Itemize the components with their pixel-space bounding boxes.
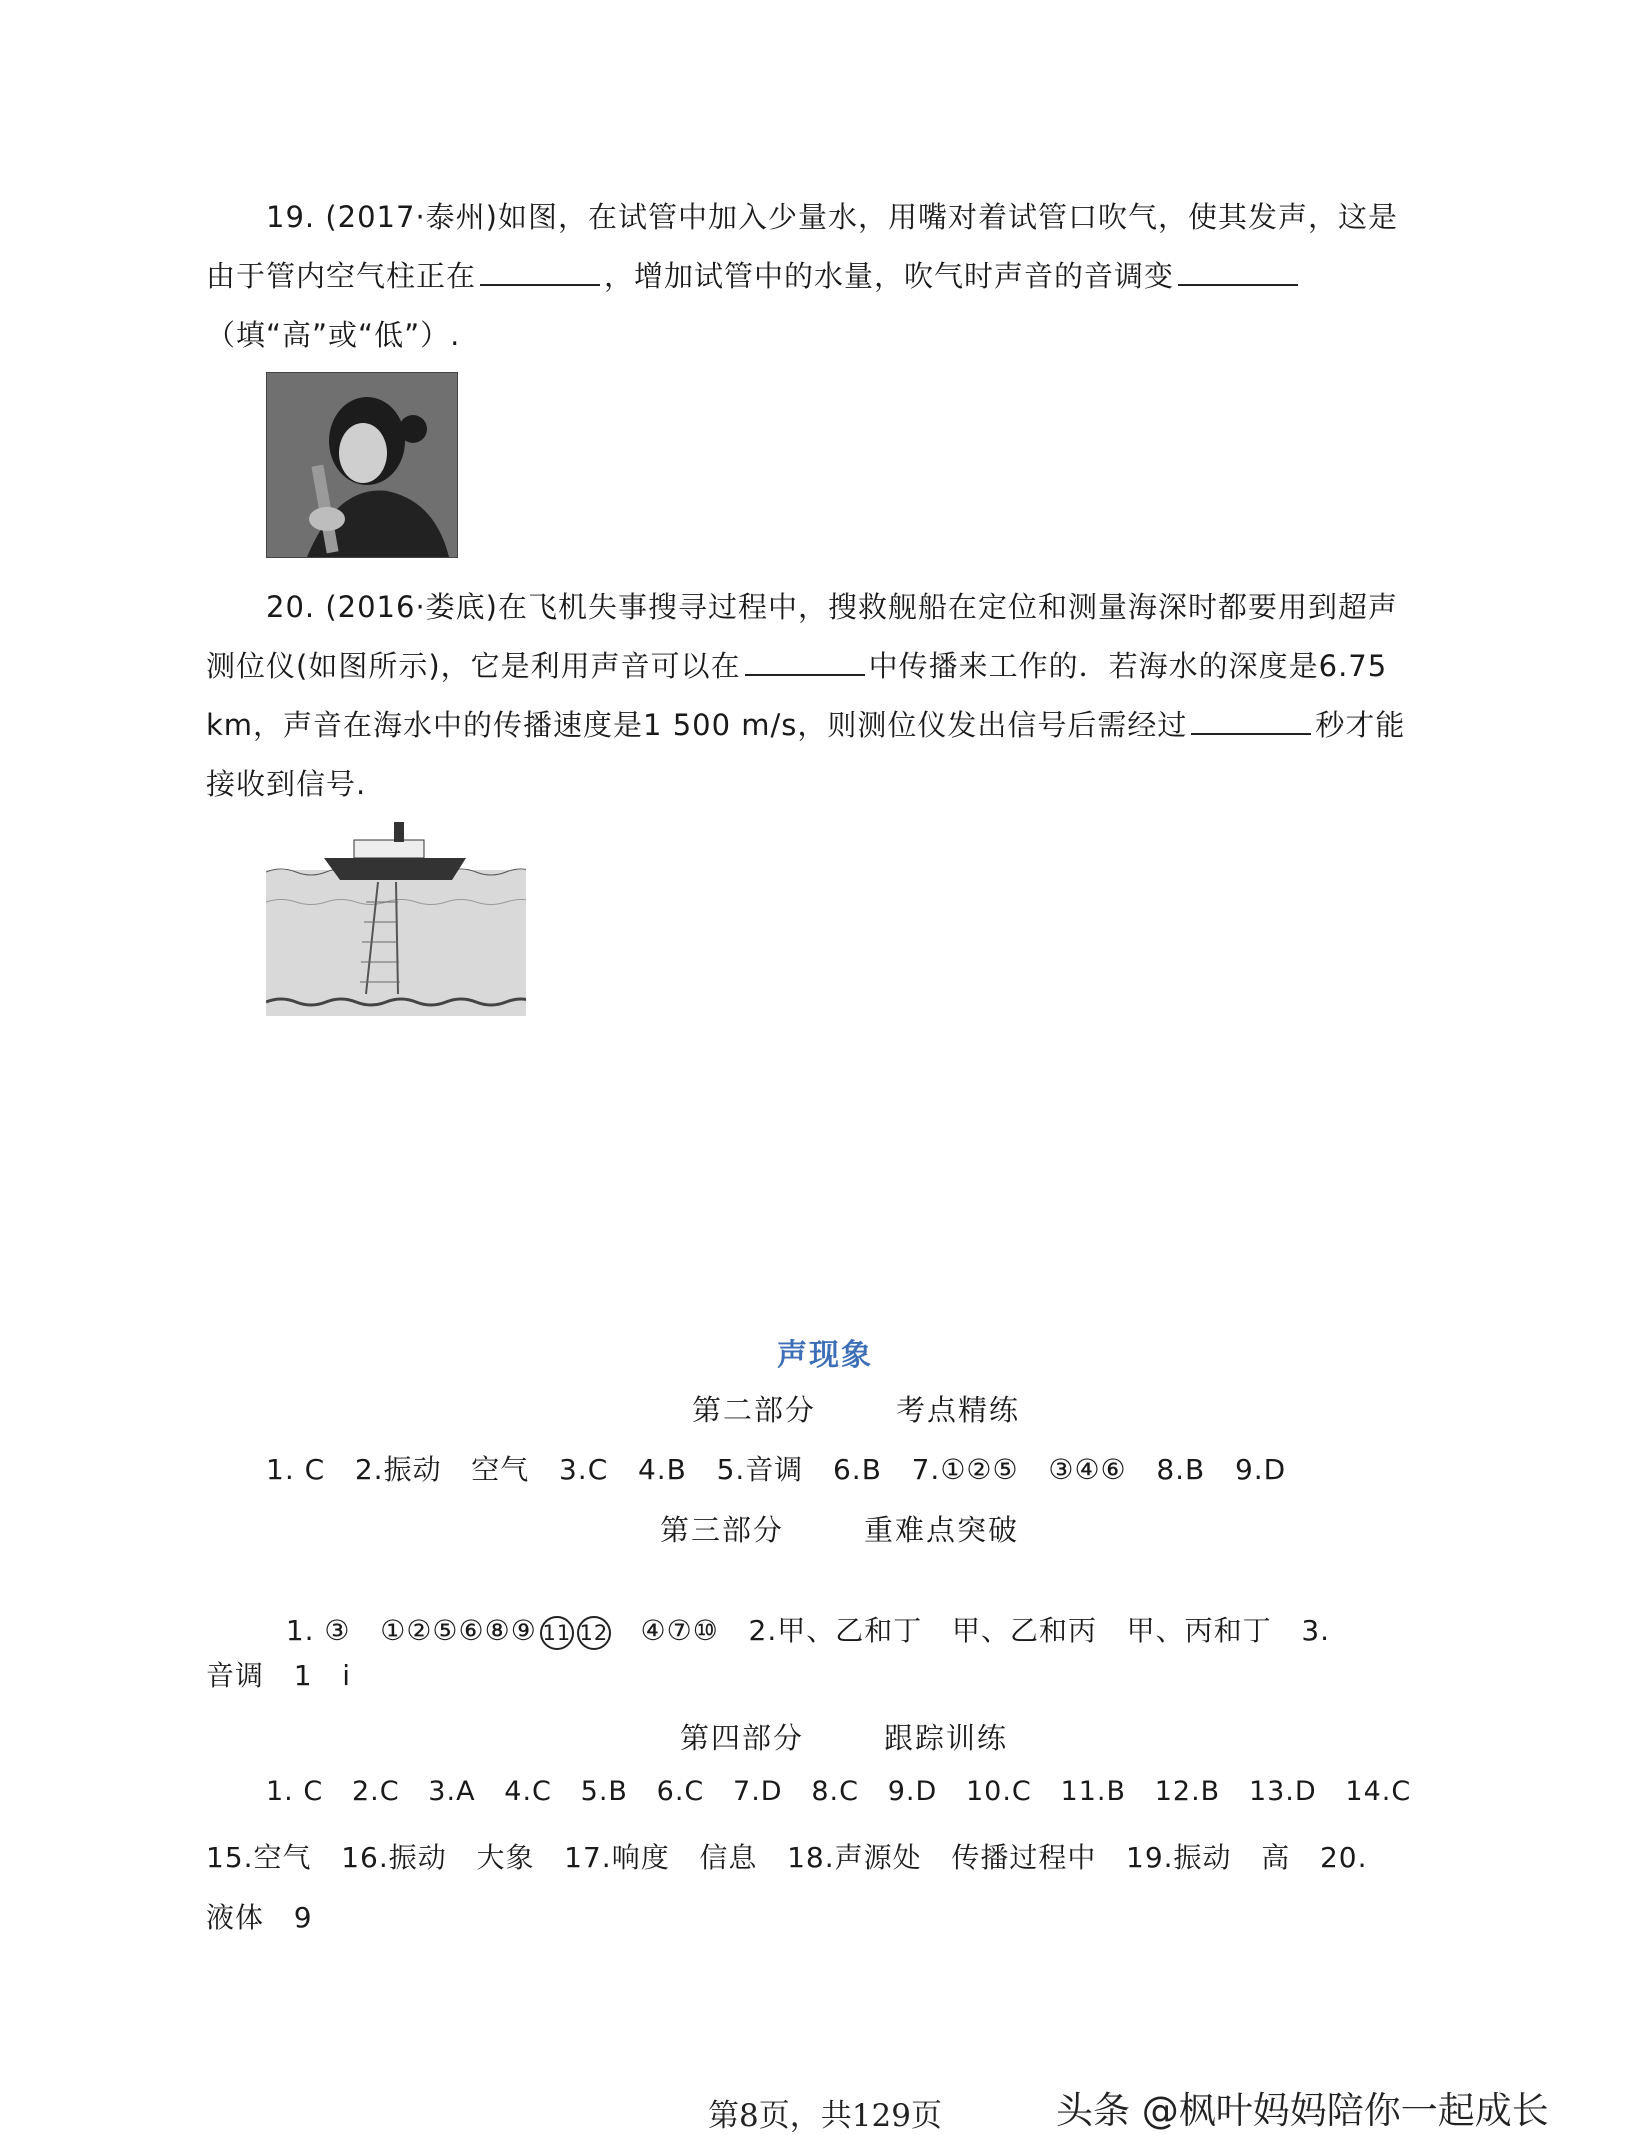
circled-number: 12 — [577, 1616, 611, 1650]
answer-line-part4-b: 15.空气 16.振动 大象 17.响度 信息 18.声源处 传播过程中 19.振动 高 20. — [206, 1841, 1368, 1874]
part3-topic: 重难点突破 — [864, 1513, 1020, 1547]
q20-prefix: 20. (2016·娄底)在飞机失事搜寻过程中，搜救舰船在定位和测量海深时都要用到超声测位仪(如图所示)，它是利用声音可以在 — [206, 590, 1398, 683]
q19-prefix: 19. (2017·泰州)如图，在试管中加入少量水，用嘴对着试管口吹气，使其发声，这是由于管内空气柱正在 — [206, 200, 1398, 293]
part4-label: 第四部分 — [680, 1721, 805, 1755]
part2-heading — [692, 1388, 1020, 1429]
answer-blank[interactable] — [745, 648, 865, 676]
q20-mid: 中传播来工作的．若海水的深度是6.75 km，声音在海水中的传播速度是1 500 m/s，则测位仪发出信号后需经过 — [206, 649, 1388, 742]
answer-line-part4-a: 1. C 2.C 3.A 4.C 5.B 6.C 7.D 8.C 9.D 10.C 11.B 12.B 13.D 14.C — [266, 1776, 1412, 1807]
answer-line-part3-cont: 音调 1 i — [206, 1659, 351, 1692]
answer-line-part3 — [266, 1576, 1330, 1650]
part4-topic: 跟踪训练 — [884, 1721, 1009, 1755]
girl-blowing-test-tube-photo — [266, 372, 458, 558]
part2-topic: 考点精练 — [896, 1393, 1021, 1427]
q19-suffix: （填“高”或“低”）. — [206, 318, 461, 352]
page-footer: 第8页，共129页 — [708, 2098, 942, 2134]
answer-line-part4-c: 液体 9 — [206, 1901, 313, 1934]
answer-blank[interactable] — [1191, 707, 1311, 735]
part3-answer-a: 1. ③ ①②⑤⑥⑧⑨ — [285, 1614, 537, 1647]
answer-blank[interactable] — [480, 258, 600, 286]
answer-line-part2: 1. C 2.振动 空气 3.C 4.B 5.音调 6.B 7.①②⑤ ③④⑥ 8.B 9.D — [266, 1453, 1287, 1486]
watermark: 头条 @枫叶妈妈陪你一起成长 — [1056, 2089, 1549, 2132]
question-19 — [206, 188, 1426, 365]
part4-heading — [680, 1716, 1008, 1757]
sonar-ship-figure — [266, 812, 526, 1016]
answer-blank[interactable] — [1178, 258, 1298, 286]
part3-heading — [660, 1508, 1019, 1549]
q20-suffix: 秒才能接收到信号. — [206, 708, 1406, 801]
answer-section-title: 声现象 — [777, 1338, 873, 1373]
part3-label: 第三部分 — [660, 1513, 785, 1547]
circled-number: 11 — [540, 1616, 574, 1650]
part2-label: 第二部分 — [692, 1393, 817, 1427]
q19-mid: ，增加试管中的水量，吹气时声音的音调变 — [604, 259, 1175, 293]
question-20 — [206, 578, 1426, 814]
part3-answer-b: ④⑦⑩ 2.甲、乙和丁 甲、乙和丙 甲、丙和丁 3. — [610, 1614, 1331, 1647]
